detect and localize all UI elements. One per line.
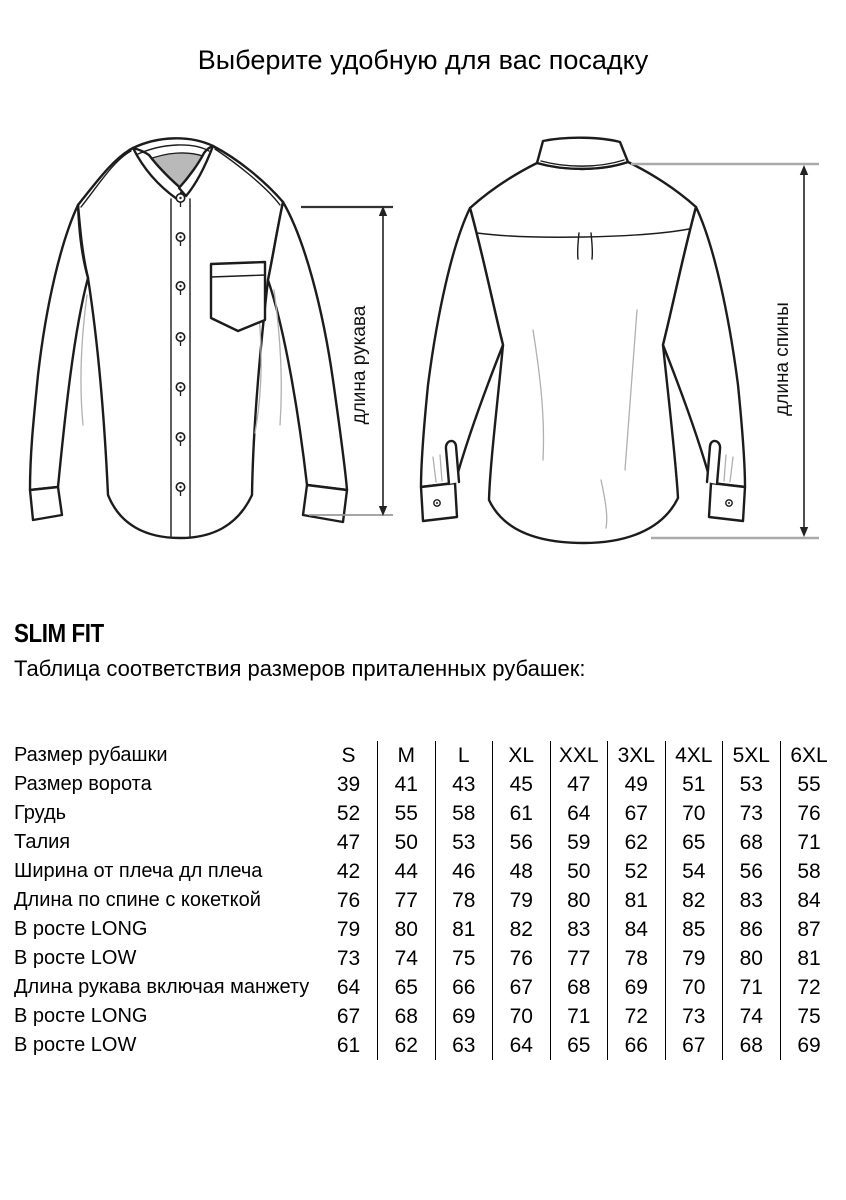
size-value-cell: 76 [493,944,551,973]
left-sleeve-placket [446,441,459,484]
size-value-cell: 83 [723,886,781,915]
size-value-cell: 43 [435,770,493,799]
size-value-cell: 74 [723,1002,781,1031]
size-value-cell: 87 [797,917,821,941]
size-value-cell: 46 [435,857,493,886]
size-value-cell: 50 [550,857,608,886]
size-table-row [14,973,838,1002]
size-value-cell: 80 [378,915,436,944]
row-label: Длина по спине с кокеткой [14,889,261,911]
size-value-cell: 73 [665,1002,723,1031]
shirt-front-left-cuff [30,487,62,520]
size-header-cell: XL [493,741,551,770]
size-value-cell: 72 [608,1002,666,1031]
size-value-cell: 69 [435,1002,493,1031]
size-value-cell: 53 [435,828,493,857]
size-table [14,741,838,1060]
size-header-cell: M [378,741,436,770]
size-value-cell: 68 [378,1002,436,1031]
size-value-cell: 79 [493,886,551,915]
chest-pocket [211,262,265,331]
size-value-cell: 67 [320,1002,378,1031]
size-table-row [14,828,838,857]
shirt-back-diagram [405,125,846,565]
size-value-cell: 78 [608,944,666,973]
size-header-cell: 6XL [790,743,828,767]
size-value-cell: 68 [723,828,781,857]
size-value-cell: 39 [320,770,378,799]
size-value-cell: 86 [723,915,781,944]
size-value-cell: 79 [665,944,723,973]
size-value-cell: 82 [665,886,723,915]
size-value-cell: 71 [723,973,781,1002]
size-header-cell: S [320,741,378,770]
size-value-cell: 66 [435,973,493,1002]
size-value-cell: 81 [797,946,821,970]
size-value-cell: 75 [797,1004,821,1028]
size-value-cell: 70 [665,799,723,828]
size-value-cell: 64 [550,799,608,828]
size-header-cell: L [435,741,493,770]
size-header-cell: 4XL [665,741,723,770]
size-value-cell: 66 [608,1031,666,1060]
size-table-row [14,915,838,944]
size-value-cell: 67 [493,973,551,1002]
size-value-cell: 65 [665,828,723,857]
size-value-cell: 52 [320,799,378,828]
size-value-cell: 68 [550,973,608,1002]
size-value-cell: 84 [608,915,666,944]
size-header-cell: XXL [550,741,608,770]
size-value-cell: 84 [797,888,821,912]
size-value-cell: 62 [608,828,666,857]
back-collar [537,138,628,169]
size-table-row [14,1002,838,1031]
size-value-cell: 53 [723,770,781,799]
size-value-cell: 81 [608,886,666,915]
shirt-front-left-sleeve [30,205,88,490]
size-table-row [14,944,838,973]
size-value-cell: 73 [320,944,378,973]
size-value-cell: 67 [665,1031,723,1060]
size-value-cell: 56 [723,857,781,886]
size-value-cell: 77 [550,944,608,973]
row-label: В росте LOW [14,1034,137,1056]
size-value-cell: 77 [378,886,436,915]
size-value-cell: 69 [797,1033,821,1057]
row-label: В росте LOW [14,947,137,969]
size-value-cell: 81 [435,915,493,944]
fit-heading: SLIM FIT [14,618,104,648]
size-value-cell: 52 [608,857,666,886]
size-value-cell: 83 [550,915,608,944]
size-value-cell: 55 [797,772,821,796]
size-table-row [14,857,838,886]
size-value-cell: 68 [723,1031,781,1060]
size-value-cell: 65 [378,973,436,1002]
size-value-cell: 80 [723,944,781,973]
page-title: Выберите удобную для вас посадку [197,45,649,75]
size-value-cell: 58 [797,859,821,883]
size-value-cell: 56 [493,828,551,857]
shirt-front-diagram [25,125,395,565]
row-label: В росте LONG [14,1005,148,1027]
row-label: Ширина от плеча дл плеча [14,860,263,882]
size-value-cell: 51 [665,770,723,799]
size-table-wrap [14,741,838,1060]
size-value-cell: 82 [493,915,551,944]
size-value-cell: 73 [723,799,781,828]
size-value-cell: 75 [435,944,493,973]
size-value-cell: 85 [665,915,723,944]
shirt-front-right-cuff [303,485,347,522]
size-value-cell: 76 [320,886,378,915]
row-label: Грудь [14,802,67,824]
back-length-label: длина спины [772,302,793,416]
size-table-row [14,770,838,799]
size-value-cell: 69 [608,973,666,1002]
table-caption: Таблица соответствия размеров приталенных рубашек: [14,656,586,681]
size-value-cell: 61 [320,1031,378,1060]
size-value-cell: 65 [550,1031,608,1060]
size-value-cell: 59 [550,828,608,857]
size-value-cell: 54 [665,857,723,886]
size-value-cell: 71 [550,1002,608,1031]
size-value-cell: 63 [435,1031,493,1060]
size-value-cell: 70 [665,973,723,1002]
size-header-cell: 5XL [723,741,781,770]
size-value-cell: 64 [493,1031,551,1060]
size-table-row [14,799,838,828]
size-value-cell: 72 [797,975,821,999]
size-value-cell: 44 [378,857,436,886]
size-value-cell: 67 [608,799,666,828]
size-table-header-row [14,741,838,770]
size-value-cell: 61 [493,799,551,828]
size-value-cell: 41 [378,770,436,799]
size-value-cell: 48 [493,857,551,886]
size-value-cell: 47 [320,828,378,857]
size-value-cell: 80 [550,886,608,915]
size-value-cell: 45 [493,770,551,799]
row-label: Размер рубашки [14,744,168,766]
right-sleeve-placket [707,441,720,484]
size-value-cell: 50 [378,828,436,857]
size-value-cell: 64 [320,973,378,1002]
sleeve-length-label: длина рукава [349,305,370,425]
size-value-cell: 76 [797,801,821,825]
size-value-cell: 62 [378,1031,436,1060]
size-value-cell: 70 [493,1002,551,1031]
size-value-cell: 55 [378,799,436,828]
shirt-back-body [470,162,696,543]
size-value-cell: 74 [378,944,436,973]
size-table-row [14,1031,838,1060]
size-header-cell: 3XL [608,741,666,770]
size-value-cell: 79 [320,915,378,944]
size-value-cell: 42 [320,857,378,886]
size-value-cell: 78 [435,886,493,915]
row-label: Длина рукава включая манжету [14,976,310,998]
row-label: Талия [14,831,71,853]
row-label: Размер ворота [14,773,152,795]
size-value-cell: 49 [608,770,666,799]
size-value-cell: 71 [797,830,821,854]
size-value-cell: 58 [435,799,493,828]
row-label: В росте LONG [14,918,148,940]
size-table-row [14,886,838,915]
size-value-cell: 47 [550,770,608,799]
